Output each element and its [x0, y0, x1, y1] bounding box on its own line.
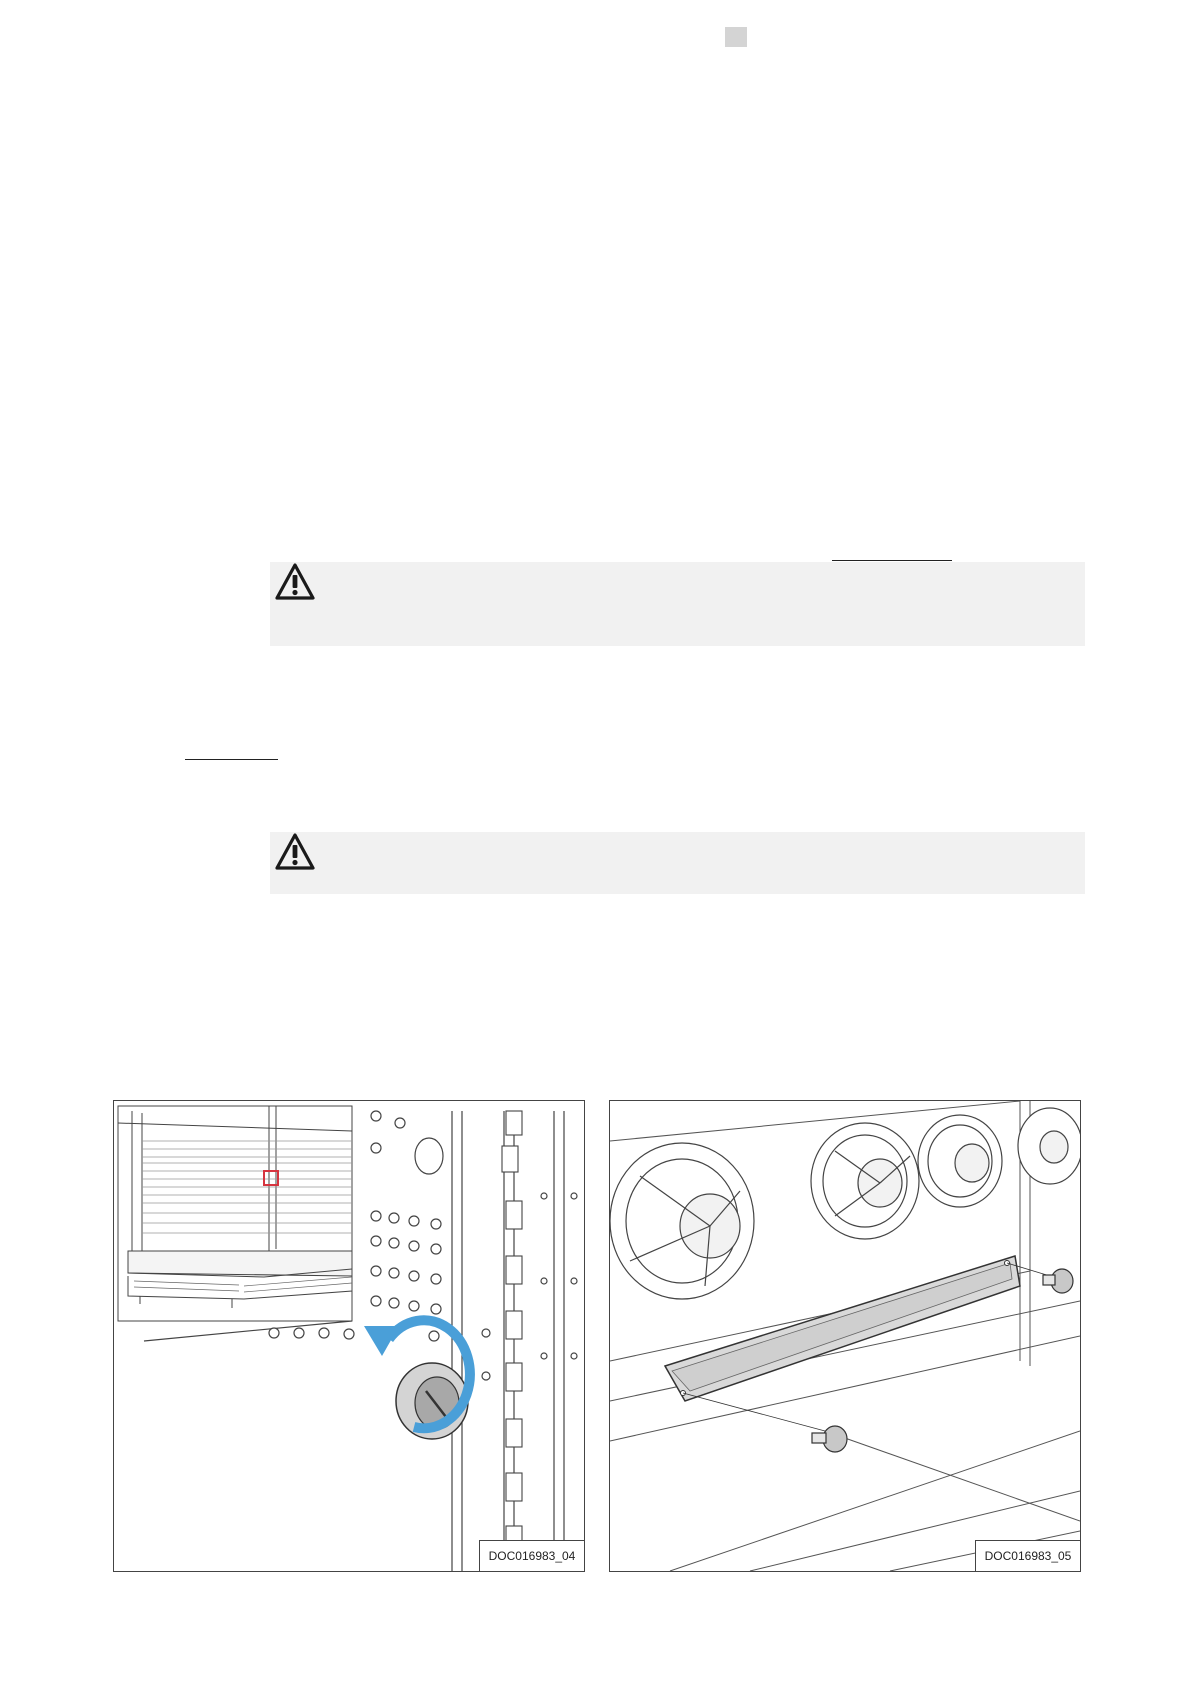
section-underline: [185, 759, 278, 760]
figure-panel-removal: [609, 1100, 1081, 1572]
fan-icon: [918, 1115, 1002, 1207]
figure-caption: DOC016983_05: [975, 1540, 1081, 1572]
fan-icon: [610, 1143, 754, 1299]
figure-cap-removal: [113, 1100, 585, 1572]
cap-removal-illustration: [114, 1101, 584, 1571]
panel-removal-illustration: [610, 1101, 1080, 1571]
warning-triangle-icon: [274, 832, 316, 872]
figure-caption: DOC016983_04: [479, 1540, 585, 1572]
warning-triangle-icon: [274, 562, 316, 602]
fan-icon: [811, 1123, 919, 1239]
knob-icon: [1043, 1269, 1073, 1293]
warning-box: [270, 832, 1085, 894]
underline-rule: [832, 560, 952, 561]
fan-icon: [1018, 1108, 1080, 1184]
page-marker: [725, 27, 747, 47]
inset-overview: [118, 1106, 352, 1321]
knob-icon: [812, 1426, 847, 1452]
warning-box: [270, 562, 1085, 646]
